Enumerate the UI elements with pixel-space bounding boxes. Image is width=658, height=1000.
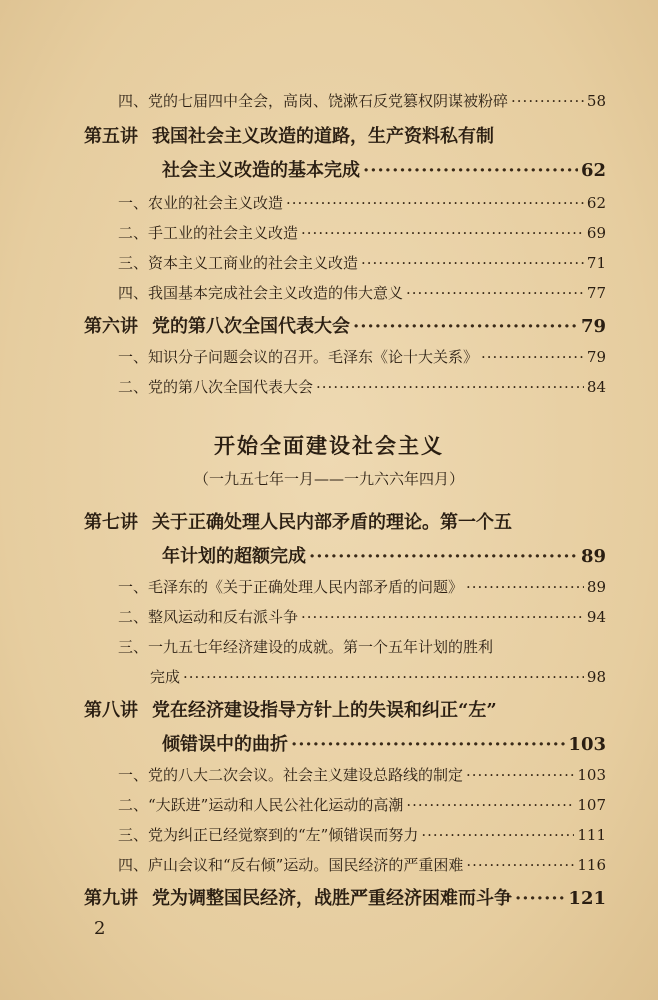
lecture-title: 党的第八次全国代表大会	[152, 316, 350, 337]
lecture-title-cont: 倾错误中的曲折	[162, 734, 288, 755]
leader-dots	[421, 826, 574, 844]
toc-entry	[118, 376, 606, 397]
toc-entry-page: 62	[586, 194, 606, 212]
leader-dots	[466, 578, 584, 596]
toc-entry-page: 94	[586, 608, 606, 626]
lecture-number: 第九讲	[84, 888, 138, 909]
toc-entry-page: 84	[586, 378, 606, 396]
leader-dots	[183, 668, 584, 686]
leader-dots	[406, 796, 574, 814]
toc-entry	[118, 252, 606, 273]
lecture-heading	[84, 508, 512, 534]
toc-entry-page: 107	[577, 796, 606, 814]
toc-entry	[150, 666, 606, 687]
lecture-number: 第五讲	[84, 126, 138, 147]
leader-dots	[353, 316, 578, 337]
toc-entry-page: 77	[586, 284, 606, 302]
leader-dots	[481, 348, 584, 366]
leader-dots	[511, 92, 584, 110]
lecture-heading	[84, 884, 606, 910]
leader-dots	[466, 766, 574, 784]
leader-dots	[316, 378, 584, 396]
toc-entry-title: 四、党的七届四中全会，高岗、饶漱石反党篡权阴谋被粉碎	[118, 92, 509, 110]
lecture-title-cont: 年计划的超额完成	[162, 546, 306, 567]
leader-dots	[301, 224, 584, 242]
toc-entry-page: 103	[568, 734, 606, 755]
toc-entry	[118, 282, 606, 303]
toc-entry	[118, 824, 606, 845]
toc-entry-title: 四、我国基本完成社会主义改造的伟大意义	[118, 284, 404, 302]
leader-dots	[309, 546, 578, 567]
leader-dots	[466, 856, 574, 874]
lecture-heading	[84, 696, 497, 722]
toc-entry-title: 二、“大跃进”运动和人民公社化运动的高潮	[118, 796, 404, 814]
leader-dots	[286, 194, 584, 212]
leader-dots	[363, 160, 578, 181]
toc-entry-page: 116	[577, 856, 606, 874]
toc-entry-page: 79	[586, 348, 606, 366]
section-title: 开始全面建设社会主义	[214, 433, 444, 458]
toc-entry	[118, 192, 606, 213]
toc-entry-page: 111	[577, 826, 606, 844]
toc-entry	[118, 794, 606, 815]
toc-entry	[118, 346, 606, 367]
toc-entry-page: 69	[586, 224, 606, 242]
section-subtitle: （一九五七年一月——一九六六年四月）	[193, 470, 464, 488]
leader-dots	[301, 608, 584, 626]
toc-entry-page: 62	[580, 160, 606, 181]
toc-entry	[162, 730, 606, 756]
page-number: 2	[94, 918, 106, 939]
toc-entry-title: 一、知识分子问题会议的召开。毛泽东《论十大关系》	[118, 348, 479, 366]
lecture-heading	[84, 122, 494, 148]
leader-dots	[515, 888, 565, 909]
toc-entry-title: 三、资本主义工商业的社会主义改造	[118, 254, 359, 272]
lecture-title-cont: 社会主义改造的基本完成	[162, 160, 360, 181]
toc-entry-page: 79	[580, 316, 606, 337]
leader-dots	[361, 254, 584, 272]
leader-dots	[291, 734, 565, 755]
toc-entry-title: 一、农业的社会主义改造	[118, 194, 284, 212]
lecture-number: 第八讲	[84, 700, 138, 721]
lecture-title: 党在经济建设指导方针上的失误和纠正“左”	[152, 700, 497, 721]
toc-entry-title: 一、党的八大二次会议。社会主义建设总路线的制定	[118, 766, 464, 784]
toc-entry-page: 58	[586, 92, 606, 110]
toc-entry-title-cont: 完成	[150, 668, 181, 686]
toc-entry-page: 89	[586, 578, 606, 596]
toc-entry-title: 二、整风运动和反右派斗争	[118, 608, 299, 626]
toc-entry-page: 121	[568, 888, 606, 909]
toc-entry	[162, 542, 606, 568]
lecture-title: 我国社会主义改造的道路，生产资料私有制	[152, 126, 494, 147]
toc-entry-title: 四、庐山会议和“反右倾”运动。国民经济的严重困难	[118, 856, 464, 874]
leader-dots	[406, 284, 584, 302]
toc-entry-page: 103	[577, 766, 606, 784]
toc-entry	[162, 156, 606, 182]
lecture-number: 第七讲	[84, 512, 138, 533]
toc-entry-page: 89	[580, 546, 606, 567]
toc-entry	[118, 576, 606, 597]
lecture-heading	[84, 312, 606, 338]
toc-entry-page: 71	[586, 254, 606, 272]
toc-entry-title: 二、手工业的社会主义改造	[118, 224, 299, 242]
toc-entry	[118, 90, 606, 111]
toc-entry-title: 二、党的第八次全国代表大会	[118, 378, 314, 396]
lecture-number: 第六讲	[84, 316, 138, 337]
lecture-title: 党为调整国民经济，战胜严重经济困难而斗争	[152, 888, 512, 909]
lecture-title: 关于正确处理人民内部矛盾的理论。第一个五	[152, 512, 512, 533]
toc-entry	[118, 854, 606, 875]
toc-entry-title: 三、一九五七年经济建设的成就。第一个五年计划的胜利	[118, 638, 494, 656]
toc-entry-page: 98	[586, 668, 606, 686]
toc-entry	[118, 222, 606, 243]
toc-entry	[118, 606, 606, 627]
toc-entry	[118, 764, 606, 785]
toc-entry-title: 一、毛泽东的《关于正确处理人民内部矛盾的问题》	[118, 578, 464, 596]
toc-entry-title: 三、党为纠正已经觉察到的“左”倾错误而努力	[118, 826, 419, 844]
